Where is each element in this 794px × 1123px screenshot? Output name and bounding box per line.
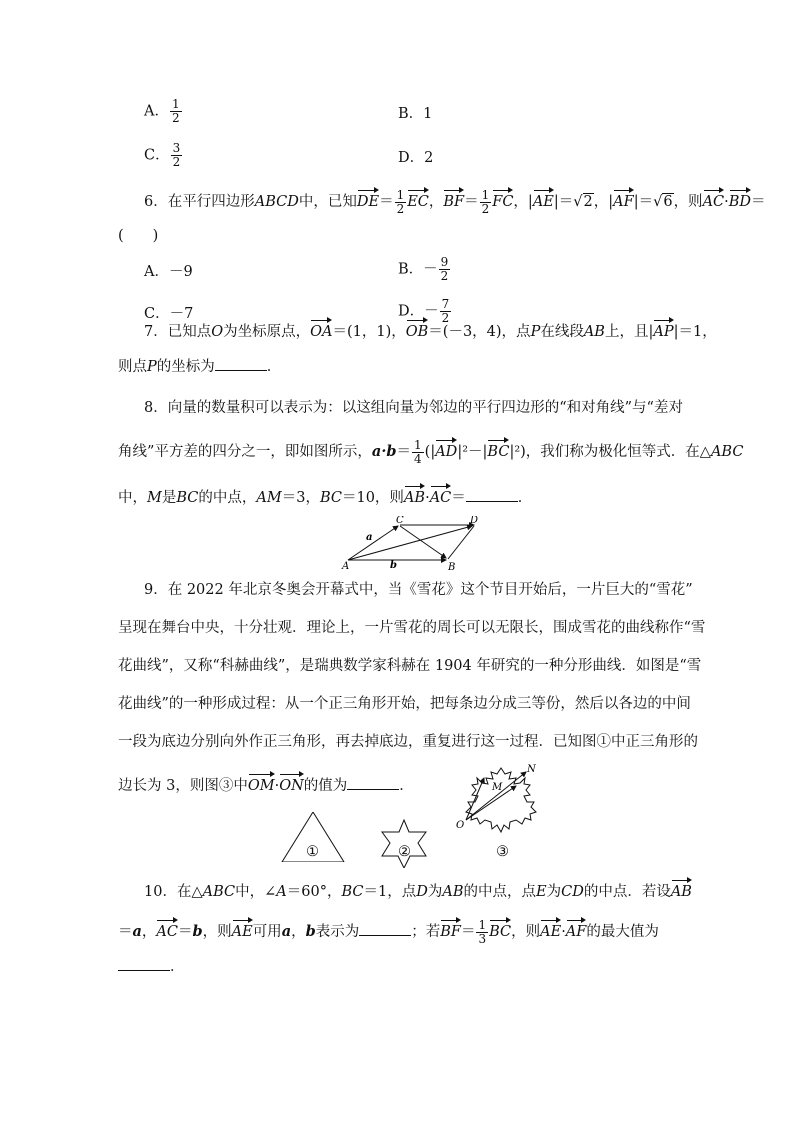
label-o-point: O	[456, 820, 465, 831]
label-m-point: M	[492, 782, 503, 793]
answer-blank[interactable]	[466, 487, 518, 502]
label-n-point: N	[527, 764, 536, 775]
label-d-point: D	[470, 516, 479, 526]
figure-label-2: ②	[398, 844, 411, 860]
q5-option-d: D．2	[398, 150, 434, 166]
answer-blank[interactable]	[118, 956, 170, 971]
q6-stem: 6．在平行四边形ABCD中，已知DE＝ $\frac{1}{2}$ EC，BF＝ $\frac{1}{2}$ FC，|AE|＝√2，|AF|＝√6，则AC·BD＝	[144, 187, 766, 216]
q9-line6: 边长为 3，则图③中OM·ON的值为 ．	[118, 772, 414, 796]
koch-snowflake-figure	[454, 762, 549, 842]
q6-option-d: D．－ $\frac{7}{2}$	[398, 297, 450, 325]
q6-option-a: A．－9	[144, 264, 193, 280]
q10-line2: ＝a，AC＝b，则AE可用a，b表示为 ；若BF＝ $\frac{1}{3}$ BC，则AE·AF的最大值为	[118, 917, 659, 946]
label-vector-b: b	[390, 560, 397, 570]
q9-line4: 花曲线”的一种形成过程：从一个正三角形开始，把每条边分成三等份，然后以各边的中间	[118, 696, 691, 712]
q9-line1: 9．在 2022 年北京冬奥会开幕式中，当《雪花》这个节目开始后，一片巨大的“雪花”	[144, 582, 693, 598]
fraction: $\frac{3}{2}$	[172, 141, 181, 169]
q5-option-b: B．1	[398, 106, 433, 122]
q9-line3: 花曲线”，又称“科赫曲线”，是瑞典数学家科赫在 1904 年研究的一种分形曲线．如图是“雪	[118, 658, 702, 674]
q7-stem-line2: 则点P的坐标为 ．	[118, 356, 281, 377]
fraction: $\frac{1}{2}$	[171, 97, 180, 125]
label-vector-a: a	[366, 532, 373, 543]
q6-option-b: B．－ $\frac{9}{2}$	[398, 255, 449, 283]
answer-blank[interactable]	[359, 921, 411, 936]
q10-line1: 10．在△ABC中，∠A＝60°，BC＝1，点D为AB的中点，点E为CD的中点．若设AB	[144, 878, 692, 902]
label-c-point: C	[396, 516, 404, 526]
q10-line3: ．	[118, 956, 185, 977]
q7-stem-line1: 7．已知点O为坐标原点，OA＝(1，1)，OB＝(－3，4)，点P在线段AB上，且|AP|＝1，	[144, 318, 717, 342]
q8-line1: 8．向量的数量积可以表示为：以这组向量为邻边的平行四边形的“和对角线”与“差对	[144, 400, 683, 416]
parallelogram-figure	[338, 516, 480, 570]
q9-line2: 呈现在舞台中央，十分壮观．理论上，一片雪花的周长可以无限长，围成雪花的曲线称作“雪	[118, 620, 706, 636]
q5-option-c: C． $\frac{3}{2}$	[144, 141, 181, 169]
answer-blank[interactable]	[347, 775, 399, 790]
label-b-point: B	[448, 562, 456, 570]
q8-line2: 角线”平方差的四分之一，即如图所示，a·b＝ $\frac{1}{4}$ (|AD|²－|BC|²)，我们称为极化恒等式．在△ABC	[118, 437, 744, 466]
q6-option-c: C．－7	[144, 306, 194, 322]
q8-line3: 中，M是BC的中点，AM＝3，BC＝10，则AB·AC＝ ．	[118, 484, 532, 508]
q5-option-a: A． $\frac{1}{2}$	[144, 97, 180, 125]
q6-bracket: ( )	[118, 228, 159, 244]
q9-line5: 一段为底边分别向外作正三角形，再去掉底边，重复进行这一过程．已知图①中正三角形的	[118, 734, 698, 750]
figure-label-1: ①	[306, 844, 319, 860]
label-a-point: A	[342, 561, 350, 570]
answer-blank[interactable]	[215, 356, 267, 371]
figure-label-3: ③	[496, 844, 509, 860]
